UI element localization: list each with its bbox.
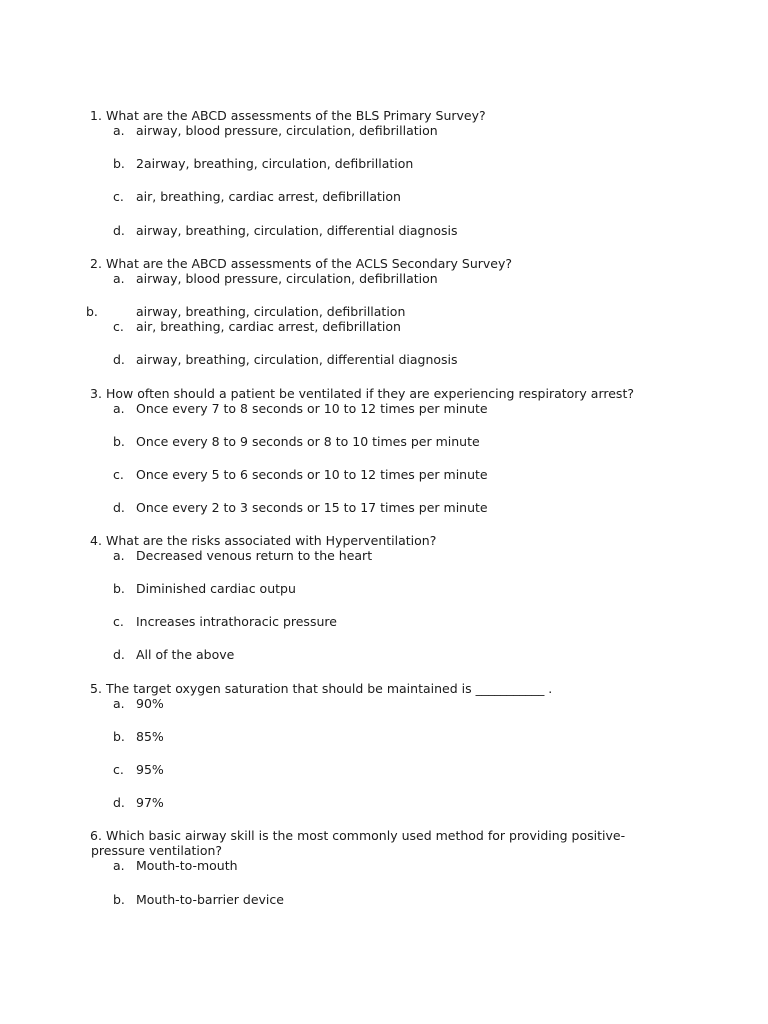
option-text: 90% bbox=[136, 696, 164, 711]
option-letter: a. bbox=[113, 123, 125, 138]
option-text: 97% bbox=[136, 795, 164, 810]
question-text: What are the risks associated with Hyperventilation? bbox=[106, 533, 437, 548]
option-letter: d. bbox=[113, 500, 125, 515]
question-number: 6. bbox=[90, 828, 102, 843]
question-text: The target oxygen saturation that should be maintained is ___________ . bbox=[106, 681, 553, 696]
option-text: Mouth-to-mouth bbox=[136, 858, 238, 873]
option-text: airway, blood pressure, circulation, defibrillation bbox=[136, 123, 438, 138]
option-text: air, breathing, cardiac arrest, defibrillation bbox=[136, 319, 401, 334]
option-text: Diminished cardiac outpu bbox=[136, 581, 296, 596]
question-text: Which basic airway skill is the most commonly used method for providing positive- bbox=[106, 828, 626, 843]
option-letter: d. bbox=[113, 352, 125, 367]
option-letter: a. bbox=[113, 548, 125, 563]
option-letter: a. bbox=[113, 271, 125, 286]
question-text: How often should a patient be ventilated if they are experiencing respiratory arrest? bbox=[106, 386, 634, 401]
option-text: Mouth-to-barrier device bbox=[136, 892, 284, 907]
option-letter: c. bbox=[113, 319, 124, 334]
option-letter: c. bbox=[113, 614, 124, 629]
option-text: airway, blood pressure, circulation, defibrillation bbox=[136, 271, 438, 286]
option-text: Decreased venous return to the heart bbox=[136, 548, 373, 563]
option-text: All of the above bbox=[136, 647, 235, 662]
option-letter: c. bbox=[113, 467, 124, 482]
option-text: 95% bbox=[136, 762, 164, 777]
option-letter: c. bbox=[113, 762, 124, 777]
question-number: 4. bbox=[90, 533, 102, 548]
option-text: Increases intrathoracic pressure bbox=[136, 614, 337, 629]
option-letter: a. bbox=[113, 858, 125, 873]
question-text: What are the ABCD assessments of the BLS Primary Survey? bbox=[106, 108, 486, 123]
question-number: 5. bbox=[90, 681, 102, 696]
option-letter: b. bbox=[113, 729, 125, 744]
option-text: air, breathing, cardiac arrest, defibrillation bbox=[136, 189, 401, 204]
option-letter: d. bbox=[113, 223, 125, 238]
option-letter: b. bbox=[113, 892, 125, 907]
option-text: airway, breathing, circulation, differential diagnosis bbox=[136, 223, 458, 238]
question-text: What are the ABCD assessments of the ACLS Secondary Survey? bbox=[106, 256, 513, 271]
option-text: airway, breathing, circulation, differential diagnosis bbox=[136, 352, 458, 367]
option-letter: a. bbox=[113, 696, 125, 711]
option-letter: c. bbox=[113, 189, 124, 204]
option-text: airway, breathing, circulation, defibrillation bbox=[136, 304, 406, 319]
option-text: 85% bbox=[136, 729, 164, 744]
option-text: Once every 7 to 8 seconds or 10 to 12 times per minute bbox=[136, 401, 488, 416]
option-letter: b. bbox=[113, 156, 125, 171]
question-number: 3. bbox=[90, 386, 102, 401]
option-letter: b. bbox=[113, 434, 125, 449]
option-letter: a. bbox=[113, 401, 125, 416]
option-text: Once every 2 to 3 seconds or 15 to 17 times per minute bbox=[136, 500, 488, 515]
question-number: 2. bbox=[90, 256, 102, 271]
option-text: Once every 8 to 9 seconds or 8 to 10 times per minute bbox=[136, 434, 480, 449]
option-letter: b. bbox=[113, 581, 125, 596]
option-letter: d. bbox=[113, 647, 125, 662]
option-letter: d. bbox=[113, 795, 125, 810]
option-letter: b. bbox=[86, 304, 98, 319]
option-text: 2airway, breathing, circulation, defibrillation bbox=[136, 156, 414, 171]
option-text: Once every 5 to 6 seconds or 10 to 12 times per minute bbox=[136, 467, 488, 482]
question-text-continued: pressure ventilation? bbox=[91, 843, 223, 858]
question-number: 1. bbox=[90, 108, 102, 123]
